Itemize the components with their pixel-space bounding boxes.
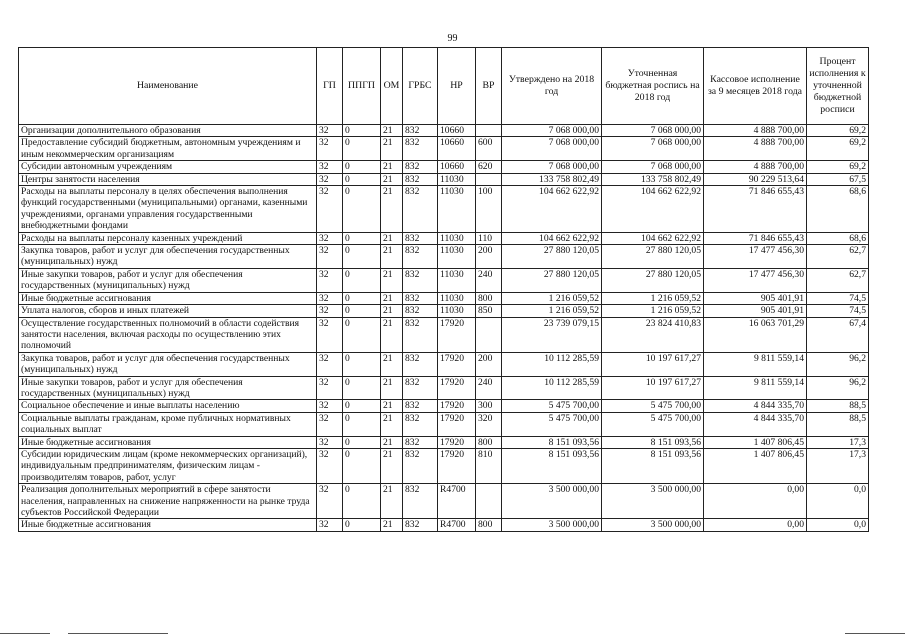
cell-approved: 104 662 622,92 xyxy=(502,186,602,233)
cell-name: Осуществление государственных полномочий в области содействия занятости населения, включая расходы по осуществлению этих полномочий xyxy=(19,317,317,352)
cell-refined: 10 197 617,27 xyxy=(602,376,704,400)
cell-gp: 32 xyxy=(317,519,343,531)
cell-grbs: 832 xyxy=(403,161,438,173)
table-row xyxy=(19,161,869,173)
cell-name: Расходы на выплаты персоналу казенных учреждений xyxy=(19,232,317,244)
cell-approved: 133 758 802,49 xyxy=(502,173,602,185)
table-row xyxy=(19,292,869,304)
cell-refined: 1 216 059,52 xyxy=(602,292,704,304)
cell-percent: 62,7 xyxy=(807,268,869,292)
cell-refined: 3 500 000,00 xyxy=(602,519,704,531)
cell-percent: 17,3 xyxy=(807,436,869,448)
table-row xyxy=(19,232,869,244)
cell-grbs: 832 xyxy=(403,412,438,436)
cell-cash: 9 811 559,14 xyxy=(704,376,807,400)
cell-vr xyxy=(476,173,502,185)
cell-gp: 32 xyxy=(317,305,343,317)
header-gp: ГП xyxy=(317,48,343,125)
table-row xyxy=(19,268,869,292)
cell-om: 21 xyxy=(381,292,403,304)
cell-refined: 5 475 700,00 xyxy=(602,400,704,412)
cell-cash: 71 846 655,43 xyxy=(704,186,807,233)
cell-np: 11030 xyxy=(438,305,476,317)
cell-vr xyxy=(476,484,502,519)
cell-ppgp: 0 xyxy=(343,436,381,448)
cell-om: 21 xyxy=(381,137,403,161)
cell-cash: 0,00 xyxy=(704,484,807,519)
cell-om: 21 xyxy=(381,232,403,244)
cell-grbs: 832 xyxy=(403,352,438,376)
cell-approved: 3 500 000,00 xyxy=(502,519,602,531)
cell-om: 21 xyxy=(381,173,403,185)
cell-ppgp: 0 xyxy=(343,245,381,269)
cell-vr: 200 xyxy=(476,245,502,269)
table-row xyxy=(19,125,869,137)
cell-cash: 0,00 xyxy=(704,519,807,531)
cell-grbs: 832 xyxy=(403,186,438,233)
cell-refined: 104 662 622,92 xyxy=(602,232,704,244)
cell-np: 17920 xyxy=(438,317,476,352)
header-om: ОМ xyxy=(381,48,403,125)
cell-om: 21 xyxy=(381,186,403,233)
cell-vr: 620 xyxy=(476,161,502,173)
cell-gp: 32 xyxy=(317,448,343,483)
cell-om: 21 xyxy=(381,125,403,137)
cell-vr: 240 xyxy=(476,376,502,400)
cell-gp: 32 xyxy=(317,436,343,448)
cell-om: 21 xyxy=(381,317,403,352)
cell-percent: 68,6 xyxy=(807,232,869,244)
footer-rule xyxy=(68,633,168,634)
budget-execution-table xyxy=(18,47,869,532)
table-row xyxy=(19,412,869,436)
cell-cash: 4 844 335,70 xyxy=(704,400,807,412)
cell-gp: 32 xyxy=(317,125,343,137)
cell-grbs: 832 xyxy=(403,173,438,185)
cell-vr: 320 xyxy=(476,412,502,436)
cell-gp: 32 xyxy=(317,245,343,269)
cell-approved: 1 216 059,52 xyxy=(502,292,602,304)
cell-ppgp: 0 xyxy=(343,484,381,519)
cell-name: Расходы на выплаты персоналу в целях обеспечения выполнения функций государственными (муниципальными) органами, казенными учреждениями, органами управления государственными внебюджетными фондами xyxy=(19,186,317,233)
table-row xyxy=(19,352,869,376)
cell-percent: 0,0 xyxy=(807,519,869,531)
cell-grbs: 832 xyxy=(403,268,438,292)
cell-name: Иные бюджетные ассигнования xyxy=(19,519,317,531)
cell-om: 21 xyxy=(381,412,403,436)
cell-percent: 0,0 xyxy=(807,484,869,519)
cell-gp: 32 xyxy=(317,137,343,161)
cell-name: Иные закупки товаров, работ и услуг для обеспечения государственных (муниципальных) нужд xyxy=(19,268,317,292)
cell-grbs: 832 xyxy=(403,232,438,244)
footer-rule xyxy=(0,633,50,634)
cell-name: Иные бюджетные ассигнования xyxy=(19,292,317,304)
cell-np: 17920 xyxy=(438,400,476,412)
table-row xyxy=(19,400,869,412)
cell-vr xyxy=(476,125,502,137)
cell-grbs: 832 xyxy=(403,448,438,483)
header-cash: Кассовое исполнение за 9 месяцев 2018 года xyxy=(704,48,807,125)
header-approved: Утверждено на 2018 год xyxy=(502,48,602,125)
cell-cash: 4 888 700,00 xyxy=(704,161,807,173)
cell-ppgp: 0 xyxy=(343,232,381,244)
cell-ppgp: 0 xyxy=(343,317,381,352)
cell-grbs: 832 xyxy=(403,484,438,519)
table-row xyxy=(19,245,869,269)
cell-cash: 4 888 700,00 xyxy=(704,137,807,161)
cell-ppgp: 0 xyxy=(343,376,381,400)
cell-approved: 23 739 079,15 xyxy=(502,317,602,352)
cell-cash: 4 888 700,00 xyxy=(704,125,807,137)
cell-om: 21 xyxy=(381,519,403,531)
cell-percent: 69,2 xyxy=(807,125,869,137)
cell-ppgp: 0 xyxy=(343,125,381,137)
cell-np: R4700 xyxy=(438,484,476,519)
cell-cash: 17 477 456,30 xyxy=(704,245,807,269)
cell-np: 11030 xyxy=(438,173,476,185)
cell-gp: 32 xyxy=(317,292,343,304)
cell-refined: 7 068 000,00 xyxy=(602,125,704,137)
cell-ppgp: 0 xyxy=(343,519,381,531)
table-row xyxy=(19,137,869,161)
cell-gp: 32 xyxy=(317,352,343,376)
cell-name: Закупка товаров, работ и услуг для обеспечения государственных (муниципальных) нужд xyxy=(19,352,317,376)
cell-grbs: 832 xyxy=(403,317,438,352)
cell-refined: 7 068 000,00 xyxy=(602,161,704,173)
cell-om: 21 xyxy=(381,245,403,269)
cell-percent: 96,2 xyxy=(807,352,869,376)
table-row xyxy=(19,376,869,400)
cell-gp: 32 xyxy=(317,412,343,436)
cell-np: 11030 xyxy=(438,268,476,292)
cell-vr: 240 xyxy=(476,268,502,292)
table-row xyxy=(19,519,869,531)
cell-approved: 8 151 093,56 xyxy=(502,448,602,483)
cell-cash: 17 477 456,30 xyxy=(704,268,807,292)
cell-percent: 96,2 xyxy=(807,376,869,400)
cell-percent: 69,2 xyxy=(807,161,869,173)
header-np: НР xyxy=(438,48,476,125)
cell-om: 21 xyxy=(381,436,403,448)
cell-approved: 5 475 700,00 xyxy=(502,400,602,412)
cell-np: 11030 xyxy=(438,186,476,233)
cell-approved: 27 880 120,05 xyxy=(502,245,602,269)
table-header-row xyxy=(19,48,869,125)
cell-cash: 905 401,91 xyxy=(704,292,807,304)
cell-vr: 600 xyxy=(476,137,502,161)
cell-gp: 32 xyxy=(317,400,343,412)
cell-approved: 7 068 000,00 xyxy=(502,137,602,161)
cell-approved: 7 068 000,00 xyxy=(502,125,602,137)
cell-grbs: 832 xyxy=(403,305,438,317)
cell-np: 17920 xyxy=(438,448,476,483)
cell-name: Предоставление субсидий бюджетным, автономным учреждениям и иным некоммерческим организациям xyxy=(19,137,317,161)
cell-gp: 32 xyxy=(317,484,343,519)
cell-np: 17920 xyxy=(438,376,476,400)
cell-name: Организации дополнительного образования xyxy=(19,125,317,137)
cell-np: 11030 xyxy=(438,245,476,269)
cell-vr: 100 xyxy=(476,186,502,233)
cell-om: 21 xyxy=(381,161,403,173)
cell-refined: 5 475 700,00 xyxy=(602,412,704,436)
cell-name: Социальное обеспечение и иные выплаты населению xyxy=(19,400,317,412)
cell-percent: 17,3 xyxy=(807,448,869,483)
cell-name: Субсидии автономным учреждениям xyxy=(19,161,317,173)
cell-ppgp: 0 xyxy=(343,186,381,233)
header-vr: ВР xyxy=(476,48,502,125)
cell-gp: 32 xyxy=(317,161,343,173)
cell-ppgp: 0 xyxy=(343,161,381,173)
cell-name: Социальные выплаты гражданам, кроме публичных нормативных социальных выплат xyxy=(19,412,317,436)
header-refined: Уточненная бюджетная роспись на 2018 год xyxy=(602,48,704,125)
cell-percent: 74,5 xyxy=(807,305,869,317)
table-row xyxy=(19,436,869,448)
cell-refined: 8 151 093,56 xyxy=(602,436,704,448)
cell-np: 10660 xyxy=(438,137,476,161)
cell-name: Иные бюджетные ассигнования xyxy=(19,436,317,448)
cell-vr: 200 xyxy=(476,352,502,376)
cell-refined: 104 662 622,92 xyxy=(602,186,704,233)
cell-percent: 67,4 xyxy=(807,317,869,352)
cell-np: 11030 xyxy=(438,232,476,244)
cell-ppgp: 0 xyxy=(343,292,381,304)
cell-om: 21 xyxy=(381,484,403,519)
cell-refined: 133 758 802,49 xyxy=(602,173,704,185)
cell-np: 17920 xyxy=(438,436,476,448)
table-row xyxy=(19,317,869,352)
cell-gp: 32 xyxy=(317,173,343,185)
cell-cash: 1 407 806,45 xyxy=(704,436,807,448)
cell-cash: 9 811 559,14 xyxy=(704,352,807,376)
cell-np: 11030 xyxy=(438,292,476,304)
cell-om: 21 xyxy=(381,376,403,400)
cell-refined: 3 500 000,00 xyxy=(602,484,704,519)
cell-refined: 10 197 617,27 xyxy=(602,352,704,376)
header-percent: Процент исполнения к уточненной бюджетной росписи xyxy=(807,48,869,125)
cell-om: 21 xyxy=(381,305,403,317)
header-grbs: ГРБС xyxy=(403,48,438,125)
cell-vr: 800 xyxy=(476,292,502,304)
cell-ppgp: 0 xyxy=(343,352,381,376)
cell-np: 10660 xyxy=(438,125,476,137)
cell-name: Уплата налогов, сборов и иных платежей xyxy=(19,305,317,317)
cell-name: Субсидии юридическим лицам (кроме некоммерческих организаций), индивидуальным предпринимателям, физическим лицам - производителям товаров, работ, услуг xyxy=(19,448,317,483)
cell-approved: 3 500 000,00 xyxy=(502,484,602,519)
cell-gp: 32 xyxy=(317,317,343,352)
cell-vr: 810 xyxy=(476,448,502,483)
cell-approved: 7 068 000,00 xyxy=(502,161,602,173)
cell-name: Закупка товаров, работ и услуг для обеспечения государственных (муниципальных) нужд xyxy=(19,245,317,269)
table-row xyxy=(19,484,869,519)
cell-approved: 10 112 285,59 xyxy=(502,376,602,400)
cell-name: Центры занятости населения xyxy=(19,173,317,185)
cell-approved: 104 662 622,92 xyxy=(502,232,602,244)
cell-grbs: 832 xyxy=(403,376,438,400)
cell-grbs: 832 xyxy=(403,125,438,137)
cell-gp: 32 xyxy=(317,186,343,233)
cell-vr: 110 xyxy=(476,232,502,244)
cell-ppgp: 0 xyxy=(343,400,381,412)
cell-name: Реализация дополнительных мероприятий в сфере занятости населения, направленных на снижение напряженности на рынке труда субъектов Российской Федерации xyxy=(19,484,317,519)
cell-refined: 7 068 000,00 xyxy=(602,137,704,161)
cell-percent: 62,7 xyxy=(807,245,869,269)
cell-gp: 32 xyxy=(317,232,343,244)
header-name: Наименование xyxy=(19,48,317,125)
cell-grbs: 832 xyxy=(403,436,438,448)
cell-refined: 23 824 410,83 xyxy=(602,317,704,352)
cell-grbs: 832 xyxy=(403,400,438,412)
cell-ppgp: 0 xyxy=(343,412,381,436)
cell-vr xyxy=(476,317,502,352)
cell-om: 21 xyxy=(381,400,403,412)
cell-grbs: 832 xyxy=(403,137,438,161)
cell-om: 21 xyxy=(381,448,403,483)
cell-cash: 905 401,91 xyxy=(704,305,807,317)
cell-np: 10660 xyxy=(438,161,476,173)
cell-ppgp: 0 xyxy=(343,268,381,292)
cell-grbs: 832 xyxy=(403,519,438,531)
cell-ppgp: 0 xyxy=(343,305,381,317)
cell-approved: 27 880 120,05 xyxy=(502,268,602,292)
cell-grbs: 832 xyxy=(403,292,438,304)
cell-refined: 27 880 120,05 xyxy=(602,245,704,269)
cell-np: 17920 xyxy=(438,352,476,376)
table-row xyxy=(19,448,869,483)
cell-percent: 69,2 xyxy=(807,137,869,161)
cell-ppgp: 0 xyxy=(343,173,381,185)
cell-vr: 800 xyxy=(476,436,502,448)
footer-rule xyxy=(845,633,905,634)
cell-np: 17920 xyxy=(438,412,476,436)
cell-percent: 88,5 xyxy=(807,400,869,412)
cell-approved: 5 475 700,00 xyxy=(502,412,602,436)
cell-cash: 4 844 335,70 xyxy=(704,412,807,436)
cell-name: Иные закупки товаров, работ и услуг для обеспечения государственных (муниципальных) нужд xyxy=(19,376,317,400)
table-row xyxy=(19,305,869,317)
cell-refined: 1 216 059,52 xyxy=(602,305,704,317)
cell-ppgp: 0 xyxy=(343,137,381,161)
cell-om: 21 xyxy=(381,268,403,292)
table-row xyxy=(19,186,869,233)
cell-approved: 1 216 059,52 xyxy=(502,305,602,317)
cell-gp: 32 xyxy=(317,268,343,292)
cell-vr: 850 xyxy=(476,305,502,317)
cell-percent: 67,5 xyxy=(807,173,869,185)
cell-percent: 88,5 xyxy=(807,412,869,436)
cell-cash: 16 063 701,29 xyxy=(704,317,807,352)
page-number: 99 xyxy=(447,33,458,44)
cell-approved: 10 112 285,59 xyxy=(502,352,602,376)
cell-cash: 90 229 513,64 xyxy=(704,173,807,185)
cell-vr: 800 xyxy=(476,519,502,531)
cell-cash: 1 407 806,45 xyxy=(704,448,807,483)
cell-percent: 74,5 xyxy=(807,292,869,304)
cell-refined: 8 151 093,56 xyxy=(602,448,704,483)
table-row xyxy=(19,173,869,185)
cell-gp: 32 xyxy=(317,376,343,400)
cell-refined: 27 880 120,05 xyxy=(602,268,704,292)
cell-np: R4700 xyxy=(438,519,476,531)
cell-om: 21 xyxy=(381,352,403,376)
cell-vr: 300 xyxy=(476,400,502,412)
cell-approved: 8 151 093,56 xyxy=(502,436,602,448)
header-ppgp: ППГП xyxy=(343,48,381,125)
table-body xyxy=(19,125,869,532)
cell-grbs: 832 xyxy=(403,245,438,269)
cell-ppgp: 0 xyxy=(343,448,381,483)
cell-cash: 71 846 655,43 xyxy=(704,232,807,244)
cell-percent: 68,6 xyxy=(807,186,869,233)
